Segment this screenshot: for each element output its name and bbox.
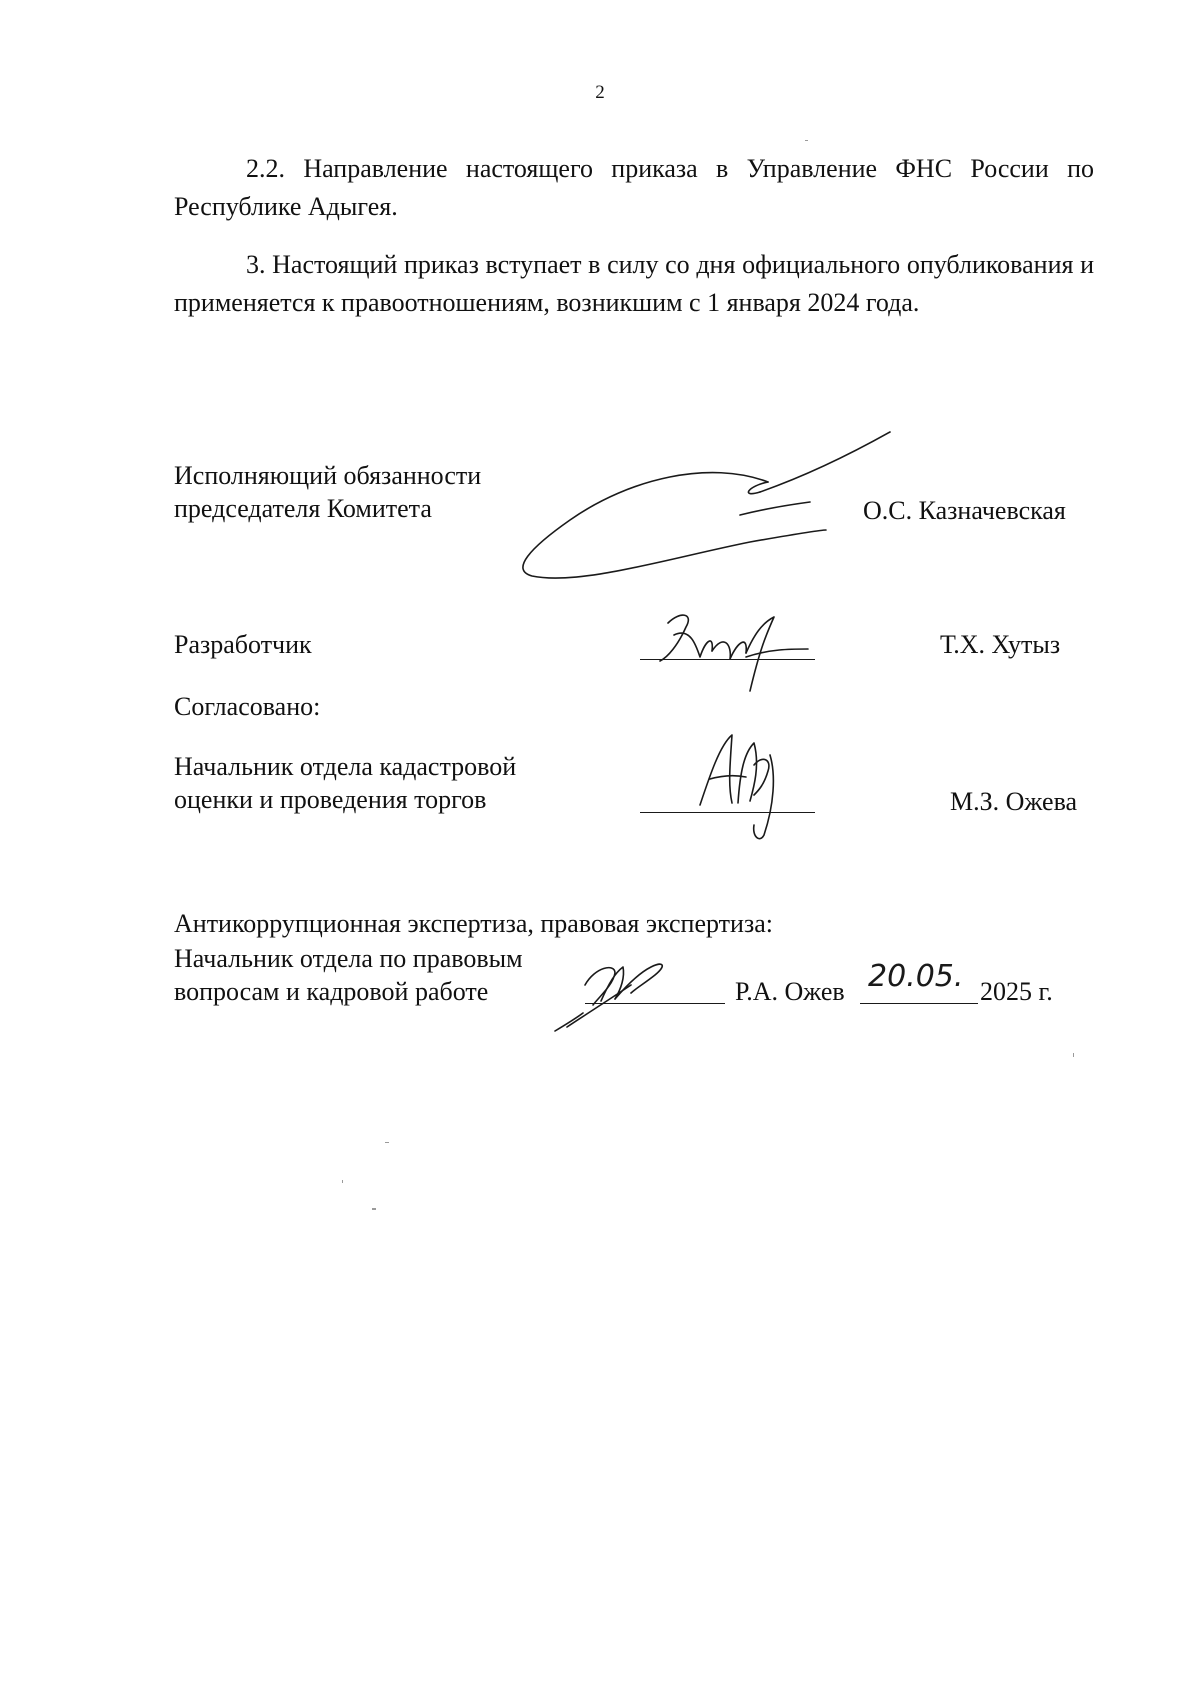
paragraph-2-2 [174, 150, 1094, 226]
acting-chair-name: О.С. Казначевская [863, 496, 1066, 525]
paragraph-3 [174, 246, 1094, 322]
legal-expertise-heading: Антикоррупционная экспертиза, правовая экспертиза: [174, 909, 773, 938]
acting-chair-title-line1: Исполняющий обязанности [174, 461, 482, 490]
cadastral-head-name: М.З. Ожева [950, 787, 1078, 816]
legal-handwritten-date: 20.05. [868, 959, 964, 994]
cadastral-head-signature [680, 725, 810, 845]
legal-date-rule [860, 1003, 978, 1004]
developer-signature [650, 605, 820, 705]
legal-head-signature [555, 945, 715, 1035]
developer-name: Т.Х. Хутыз [940, 630, 1061, 659]
scan-speck [1073, 1053, 1074, 1057]
acting-chair-title-line2: председателя Комитета [174, 494, 432, 523]
legal-head-title-line1: Начальник отдела по правовым [174, 944, 523, 973]
cadastral-head-title-line2: оценки и проведения торгов [174, 785, 487, 814]
cadastral-head-title-line1: Начальник отдела кадастровой [174, 752, 517, 781]
page-number: 2 [595, 82, 605, 103]
agreed-label: Согласовано: [174, 692, 321, 721]
scan-speck [805, 140, 808, 141]
legal-head-title-line2: вопросам и кадровой работе [174, 977, 489, 1006]
paragraph-3-text: 3. Настоящий приказ вступает в силу со дня официального опубликования и применяется к правоотношениям, возникшим с 1 января 2024 года. [174, 250, 1094, 317]
scan-speck [385, 1142, 389, 1143]
developer-title: Разработчик [174, 630, 312, 659]
legal-head-name: Р.А. Ожев [735, 977, 845, 1006]
acting-chair-signature [510, 420, 910, 590]
legal-date-year: 2025 г. [980, 977, 1053, 1006]
scan-speck [342, 1180, 343, 1183]
paragraph-2-2-text: 2.2. Направление настоящего приказа в Управление ФНС России по Республике Адыгея. [174, 154, 1094, 221]
scan-speck [372, 1208, 376, 1210]
